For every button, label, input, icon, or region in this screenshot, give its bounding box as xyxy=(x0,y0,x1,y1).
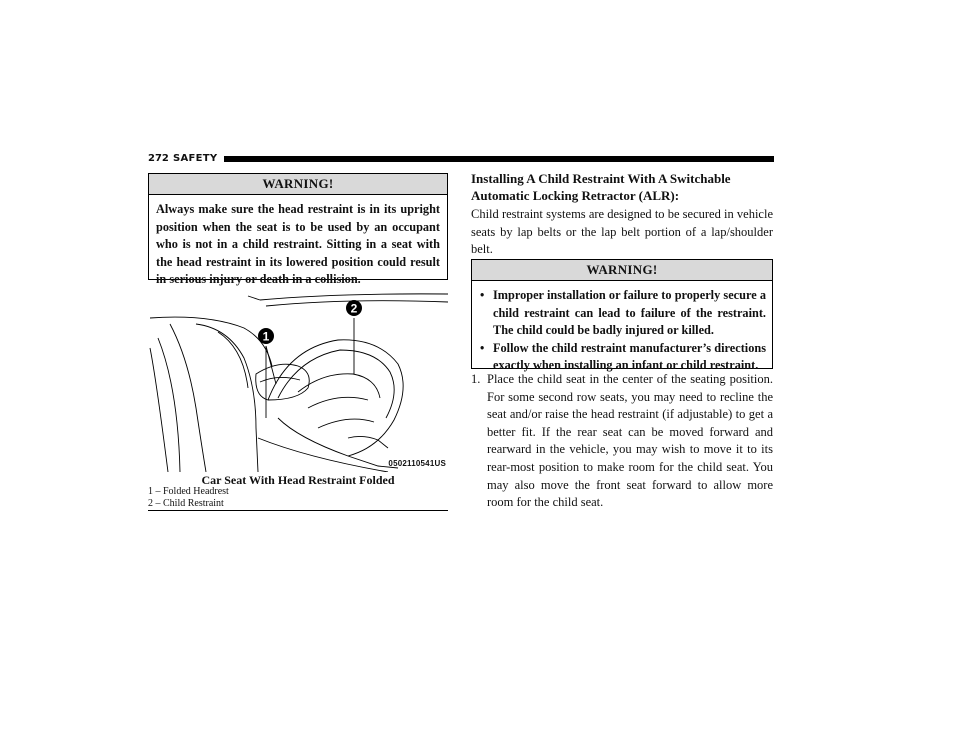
warning-bullet-text: Improper installation or failure to properly secure a child restraint can lead to failure of the restraint. The child could be badly injured or killed. xyxy=(493,288,766,337)
bullet-icon: • xyxy=(480,288,485,302)
step-text: Place the child seat in the center of the seating position. For some second row seats, you may need to recline the seat and/or raise the head restraint (if adjustable) to get a better fit. If the rear seat can be moved forward and rearward in the vehicle, you may wish to move it to its rear-most position to make room for the child seat. You may also move the front seat forward to allow more room for the child seat. xyxy=(487,372,773,510)
intro-paragraph: Child restraint systems are designed to be secured in vehicle seats by lap belts or the lap belt portion of a lap/shoulder belt. xyxy=(471,207,773,256)
figure-code: 0502110541US xyxy=(388,459,446,468)
step-number: 1. xyxy=(471,372,481,386)
warning-box-installation xyxy=(471,259,773,372)
warning-text: Always make sure the head restraint is in its upright position when the seat is to be used by an occupant who is not in a child restraint. Sitting in a seat with the head restraint in its lowered position could result in serious injury or death in a collision. xyxy=(156,202,440,286)
warning-box-head-restraint xyxy=(148,173,448,286)
warning-bullet-text: Follow the child restraint manufacturer’s directions exactly when installing an infant or child restraint. xyxy=(493,340,766,372)
car-seat-illustration xyxy=(148,288,448,472)
callout-1-label: 1 xyxy=(262,329,270,344)
figure-caption: Car Seat With Head Restraint Folded xyxy=(201,473,395,487)
warning-title: WARNING! xyxy=(149,174,447,195)
figure-legend xyxy=(148,486,448,509)
section-heading: Installing A Child Restraint With A Switchable Automatic Locking Retractor (ALR): xyxy=(471,171,731,203)
warning-title: WARNING! xyxy=(472,260,772,281)
page-number: 272 xyxy=(148,153,169,164)
seat-line-drawing xyxy=(148,288,448,472)
bullet-icon: • xyxy=(480,340,485,355)
warning-bullet xyxy=(478,340,766,375)
page-header xyxy=(148,152,774,166)
callout-2-label: 2 xyxy=(350,301,358,316)
header-rule xyxy=(224,156,774,162)
legend-item-1: 1 – Folded Headrest xyxy=(148,486,229,497)
legend-divider xyxy=(148,510,448,511)
section-title: SAFETY xyxy=(173,153,218,164)
legend-item-2: 2 – Child Restraint xyxy=(148,497,224,509)
warning-bullet xyxy=(478,287,766,340)
step-1 xyxy=(471,371,773,512)
warning-bullets xyxy=(472,281,772,379)
